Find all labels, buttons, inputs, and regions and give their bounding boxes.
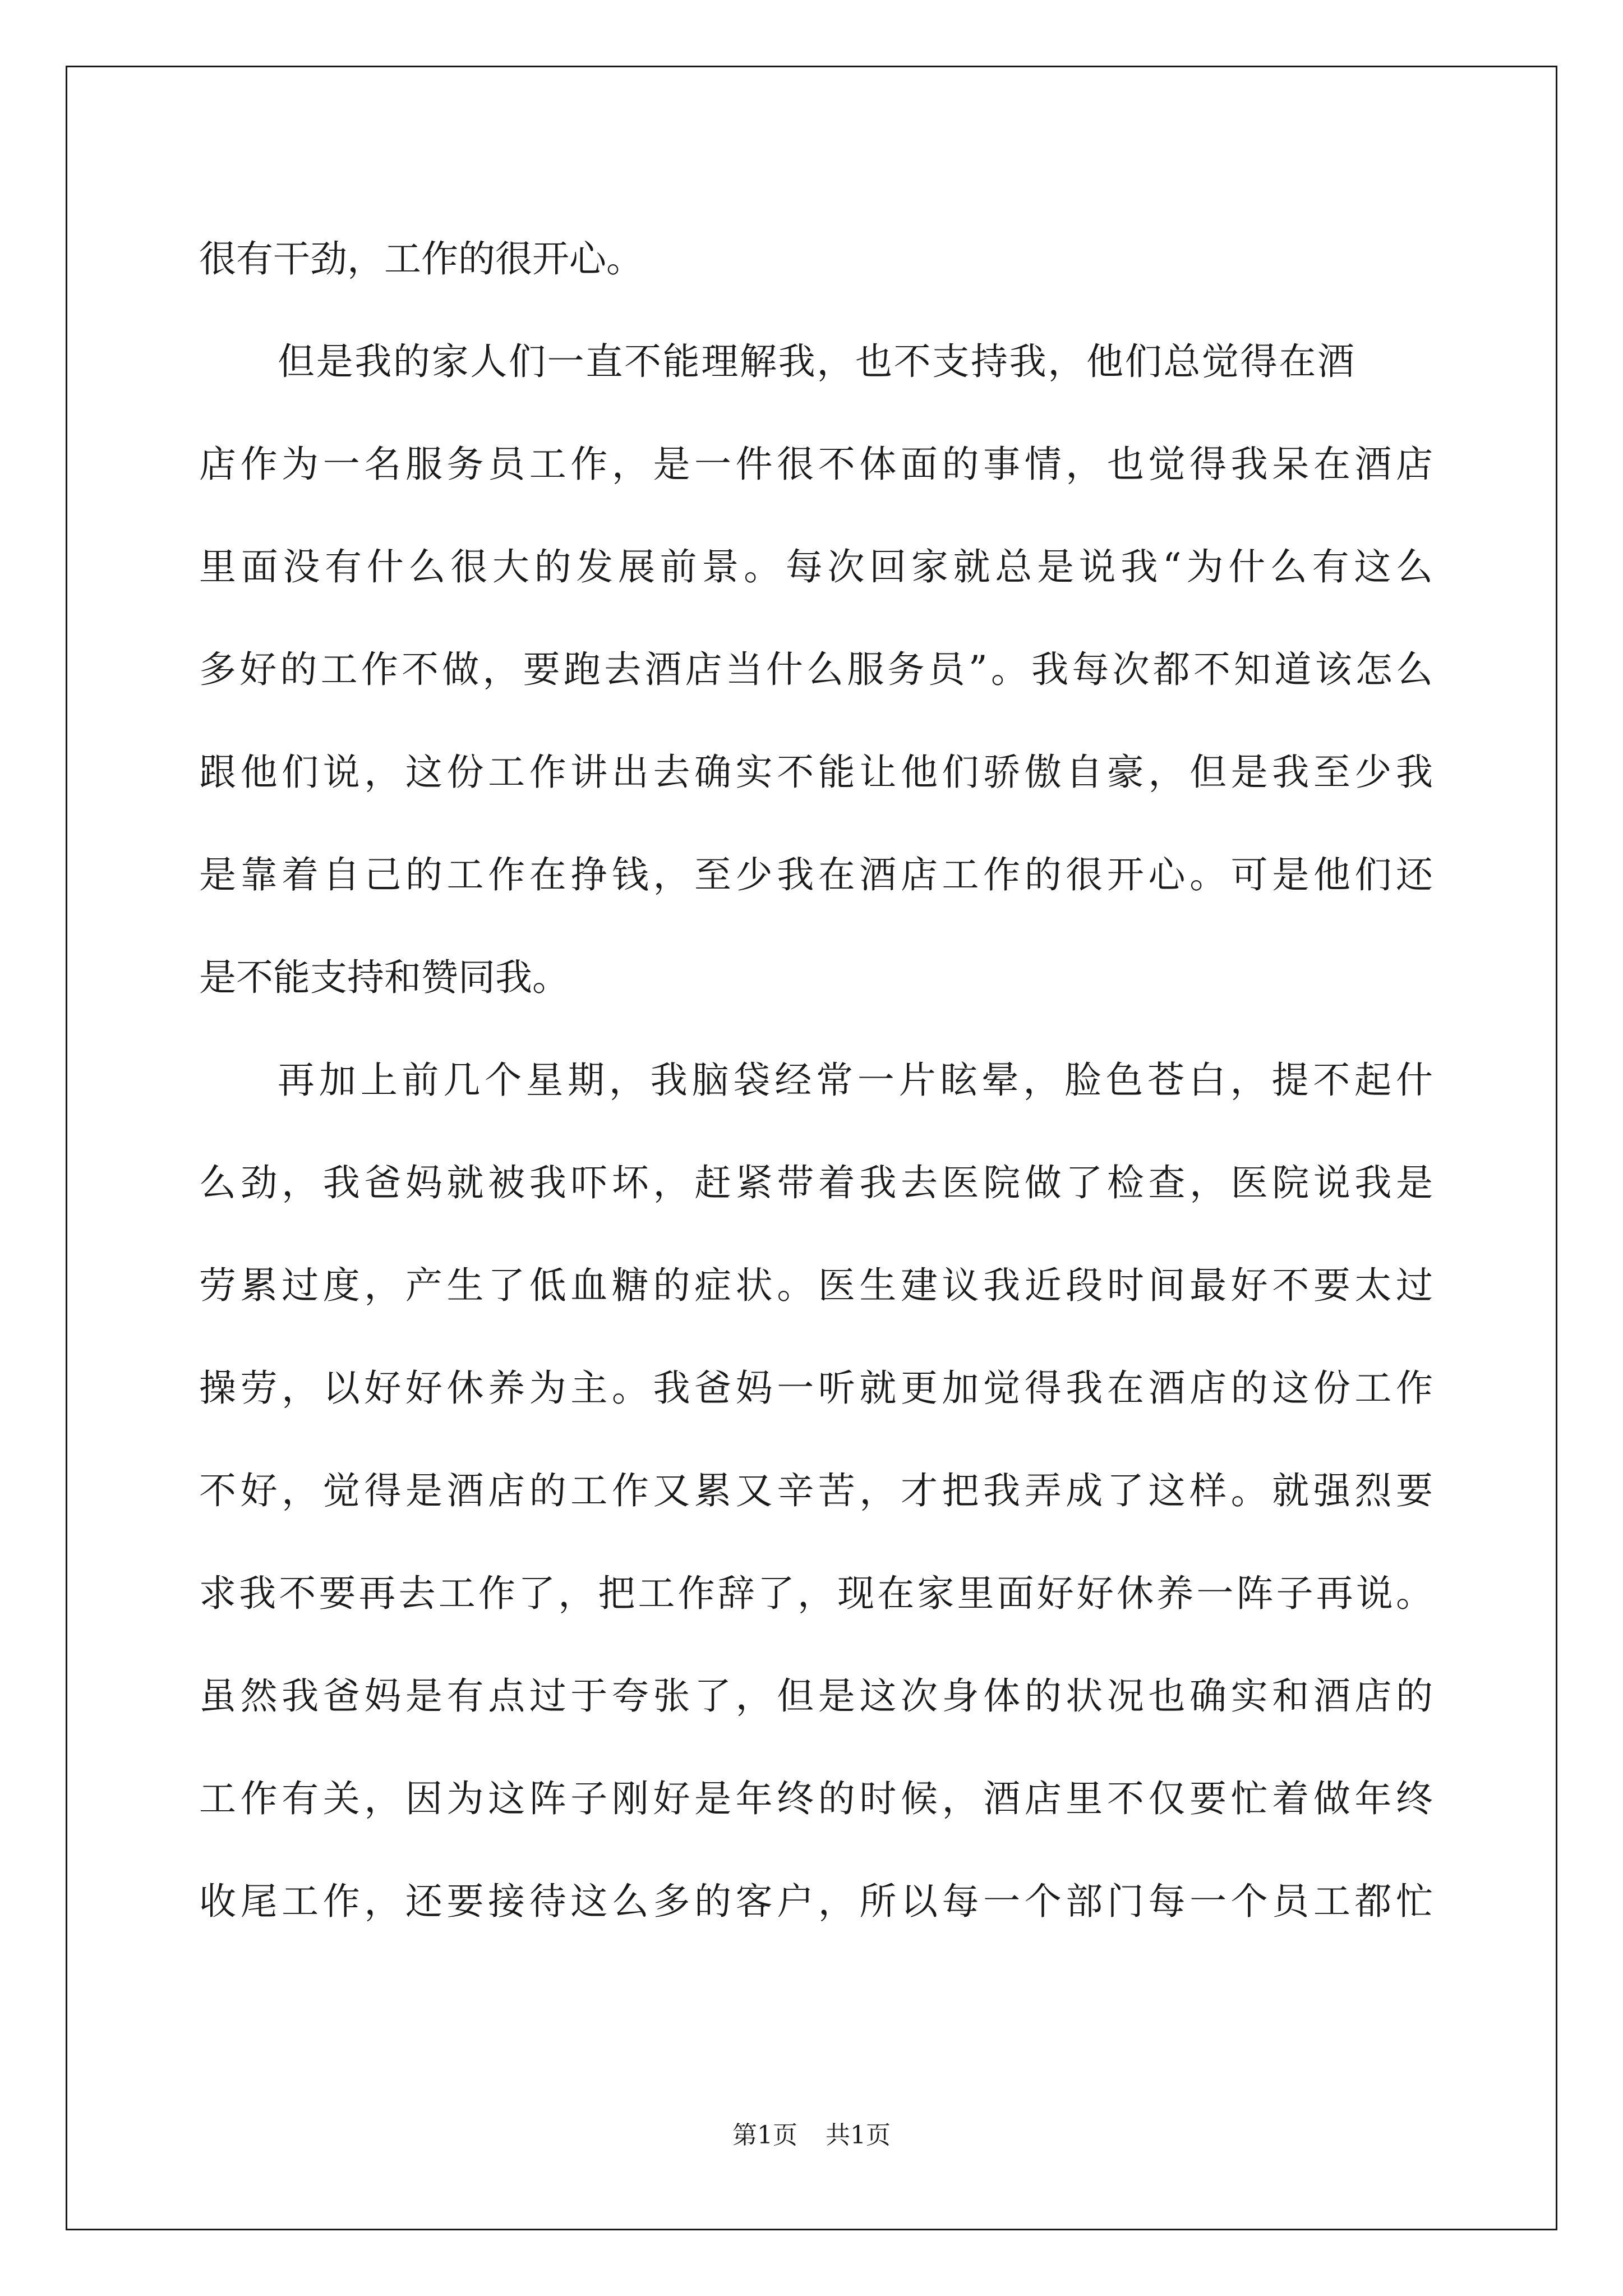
text-line: 求我不要再去工作了，把工作辞了，现在家里面好好休养一阵子再说。 — [199, 1572, 1433, 1615]
text-line: 收尾工作，还要接待这么多的客户，所以每一个部门每一个员工都忙 — [199, 1880, 1433, 1923]
text-line: 不好，觉得是酒店的工作又累又辛苦，才把我弄成了这样。就强烈要 — [199, 1469, 1433, 1512]
page-footer — [0, 2115, 1623, 2151]
document-body — [199, 208, 1433, 1953]
text-line: 是不能支持和赞同我。 — [199, 956, 569, 999]
text-line: 劳累过度，产生了低血糖的症状。医生建议我近段时间最好不要太过 — [199, 1264, 1433, 1307]
text-line: 多好的工作不做，要跑去酒店当什么服务员”。我每次都不知道该怎么 — [199, 648, 1433, 691]
text-line: 跟他们说，这份工作讲出去确实不能让他们骄傲自豪，但是我至少我 — [199, 751, 1433, 794]
text-line: 很有干劲，工作的很开心。 — [199, 237, 643, 280]
page-total: 共1页 — [826, 2121, 891, 2150]
text-line: 店作为一名服务员工作，是一件很不体面的事情，也觉得我呆在酒店 — [199, 443, 1433, 486]
text-line: 但是我的家人们一直不能理解我，也不支持我，他们总觉得在酒 — [278, 340, 1354, 383]
text-line: 里面没有什么很大的发展前景。每次回家就总是说我“为什么有这么 — [199, 545, 1433, 588]
text-line: 是靠着自己的工作在挣钱，至少我在酒店工作的很开心。可是他们还 — [199, 853, 1433, 896]
text-line: 虽然我爸妈是有点过于夸张了，但是这次身体的状况也确实和酒店的 — [199, 1674, 1433, 1718]
page-number: 第1页 — [732, 2121, 797, 2150]
text-line: 再加上前几个星期，我脑袋经常一片眩晕，脸色苍白，提不起什 — [278, 1059, 1433, 1102]
text-line: 工作有关，因为这阵子刚好是年终的时候，酒店里不仅要忙着做年终 — [199, 1777, 1433, 1820]
text-line: 么劲，我爸妈就被我吓坏，赶紧带着我去医院做了检查，医院说我是 — [199, 1161, 1433, 1204]
text-line: 操劳，以好好休养为主。我爸妈一听就更加觉得我在酒店的这份工作 — [199, 1366, 1433, 1410]
